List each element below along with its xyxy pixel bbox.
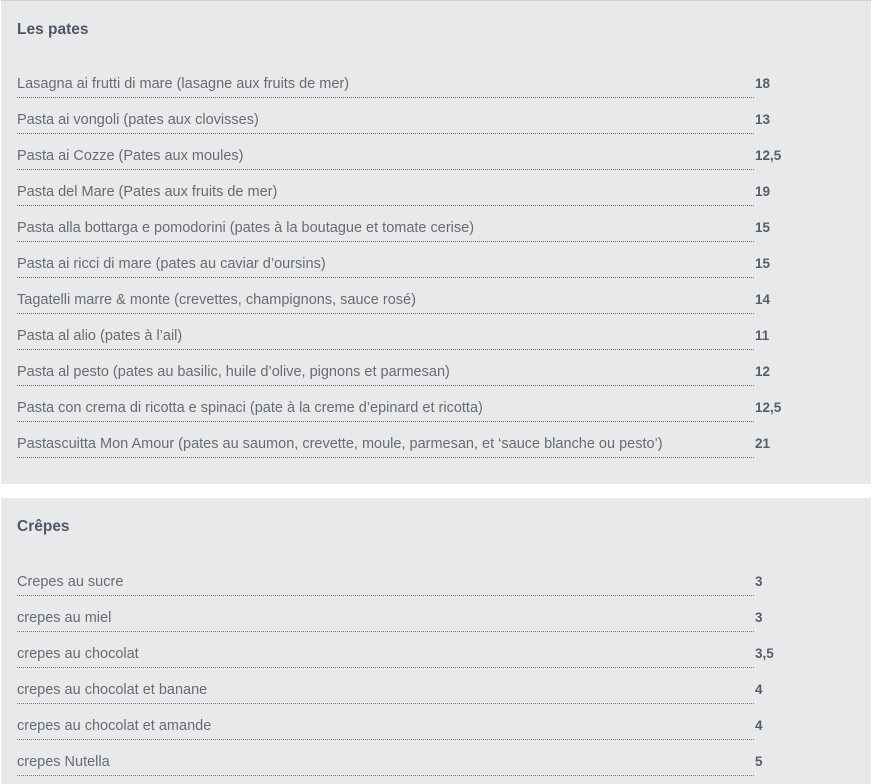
menu-item-name: crepes au chocolat et banane — [17, 680, 754, 704]
menu-item — [17, 254, 817, 290]
menu-item-name: crepes au chocolat — [17, 644, 754, 668]
section-title: Les pates — [17, 21, 89, 38]
menu-item — [17, 146, 817, 182]
menu-item-price: 4 — [755, 682, 763, 697]
menu-item-price: 13 — [755, 112, 771, 127]
menu-item — [17, 110, 817, 146]
menu-item-name: Pasta al alio (pates à l’ail) — [17, 326, 754, 350]
menu-item-name: Pasta al pesto (pates au basilic, huile d’olive, pignons et parmesan) — [17, 362, 754, 386]
menu-item-name: Pasta con crema di ricotta e spinaci (pate à la creme d’epinard et ricotta) — [17, 398, 754, 422]
menu-item-price: 15 — [755, 220, 771, 235]
menu-item-name: Tagatelli marre & monte (crevettes, champignons, sauce rosé) — [17, 290, 754, 314]
menu-item-name: Pasta ai vongoli (pates aux clovisses) — [17, 110, 754, 134]
menu-item — [17, 398, 817, 434]
menu-item-name: Lasagna ai frutti di mare (lasagne aux fruits de mer) — [17, 74, 754, 98]
section-title: Crêpes — [17, 518, 70, 535]
menu-item-name: crepes Nutella — [17, 752, 754, 776]
menu-item-price: 12 — [755, 364, 771, 379]
menu-item-price: 14 — [755, 292, 771, 307]
menu-item — [17, 608, 817, 644]
menu-item-price: 19 — [755, 184, 771, 199]
menu-section-crepes — [1, 498, 871, 784]
menu-item-name: Pasta del Mare (Pates aux fruits de mer) — [17, 182, 754, 206]
menu-item — [17, 680, 817, 716]
menu-item-name: Pasta ai ricci di mare (pates au caviar d’oursins) — [17, 254, 754, 278]
menu-item-name: crepes au chocolat et amande — [17, 716, 754, 740]
menu-item-price: 5 — [755, 754, 763, 769]
menu-item — [17, 182, 817, 218]
menu-item — [17, 572, 817, 608]
menu-item — [17, 290, 817, 326]
menu-item-price: 15 — [755, 256, 771, 271]
menu-item — [17, 74, 817, 110]
menu-item-name: Pasta ai Cozze (Pates aux moules) — [17, 146, 754, 170]
menu-item — [17, 434, 817, 470]
menu-item — [17, 362, 817, 398]
menu-item — [17, 716, 817, 752]
menu-item-list — [17, 74, 817, 470]
menu-item-price: 12,5 — [755, 400, 782, 415]
menu-item-price: 11 — [755, 328, 770, 343]
menu-item — [17, 644, 817, 680]
menu-item-name: Crepes au sucre — [17, 572, 754, 596]
menu-item-price: 18 — [755, 76, 771, 91]
menu-item-name: Pasta alla bottarga e pomodorini (pates à la boutague et tomate cerise) — [17, 218, 754, 242]
menu-item — [17, 326, 817, 362]
menu-item-price: 12,5 — [755, 148, 782, 163]
menu-item-name: crepes au miel — [17, 608, 754, 632]
menu-item-price: 3,5 — [755, 646, 774, 661]
menu-item — [17, 218, 817, 254]
menu-item-price: 3 — [755, 574, 763, 589]
menu-item-list — [17, 572, 817, 784]
menu-item-price: 3 — [755, 610, 763, 625]
menu-item-name: Pastascuitta Mon Amour (pates au saumon, crevette, moule, parmesan, et ‘sauce blanche ou pesto’) — [17, 434, 754, 458]
menu-item — [17, 752, 817, 784]
menu-item-price: 21 — [755, 436, 771, 451]
menu-section-pates — [1, 0, 871, 484]
menu-item-price: 4 — [755, 718, 763, 733]
